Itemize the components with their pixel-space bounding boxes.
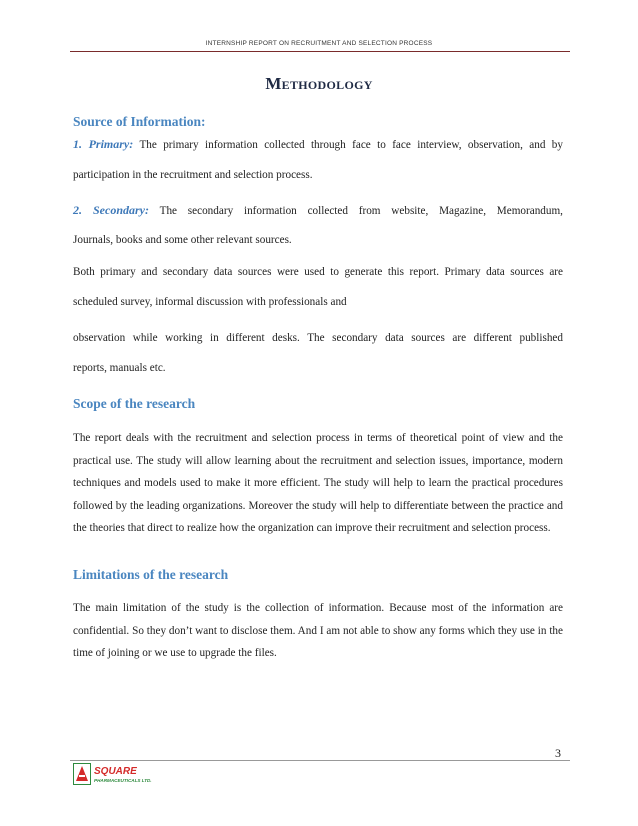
primary-line-1: [73, 137, 563, 152]
secondary-line-2: Journals, books and some other relevant sources.: [73, 234, 292, 246]
observation-line-2: reports, manuals etc.: [73, 362, 166, 374]
logo-tagline-text: PHARMACEUTICALS LTD.: [94, 778, 152, 783]
logo-brand-text: SQUARE: [94, 766, 137, 777]
logo-bar: [79, 775, 85, 777]
header-rule: [70, 51, 570, 52]
both-sources-line-1: Both primary and secondary data sources were used to generate this report. Primary data sources are: [73, 266, 563, 278]
scope-paragraph: The report deals with the recruitment and selection process in terms of theoretical point of view and the practical use. The study will allow learning about the recruitment and selection issues, importance, modern techniques and models used to make it more efficient. The study will help to learn the practical procedures followed by the leading organizations. Moreover the study will help to differentiate between the practice and the theories that direct to realize how the organization can improve their recruitment and selection process.: [73, 432, 563, 534]
limitations-paragraph: The main limitation of the study is the collection of information. Because most of the information are confidential. So they don’t want to disclose them. And I am not able to show any forms which they use in the time of joining or we use to upgrade the files.: [73, 602, 563, 659]
observation-line-1: observation while working in different desks. The secondary data sources are different published: [73, 332, 563, 344]
page-number: 3: [555, 746, 561, 760]
square-pharmaceuticals-logo: [73, 763, 163, 785]
secondary-label: 2. Secondary:: [73, 203, 149, 217]
secondary-text-1: The secondary information collected from website, Magazine, Memorandum,: [159, 205, 563, 217]
page-title: Methodology: [265, 74, 373, 93]
primary-line-2: participation in the recruitment and selection process.: [73, 169, 313, 181]
running-header: INTERNSHIP REPORT ON RECRUITMENT AND SELECTION PROCESS: [205, 40, 433, 47]
scope-heading: Scope of the research: [73, 396, 196, 411]
both-sources-line-2: scheduled survey, informal discussion with professionals and: [73, 296, 347, 308]
source-heading: Source of Information:: [73, 114, 206, 129]
footer-rule: [70, 760, 570, 761]
primary-text-1: The primary information collected through face to face interview, observation, and by: [139, 139, 563, 151]
primary-label: 1. Primary:: [73, 137, 134, 151]
limitations-heading: Limitations of the research: [73, 567, 229, 582]
secondary-line-1: [73, 203, 563, 218]
